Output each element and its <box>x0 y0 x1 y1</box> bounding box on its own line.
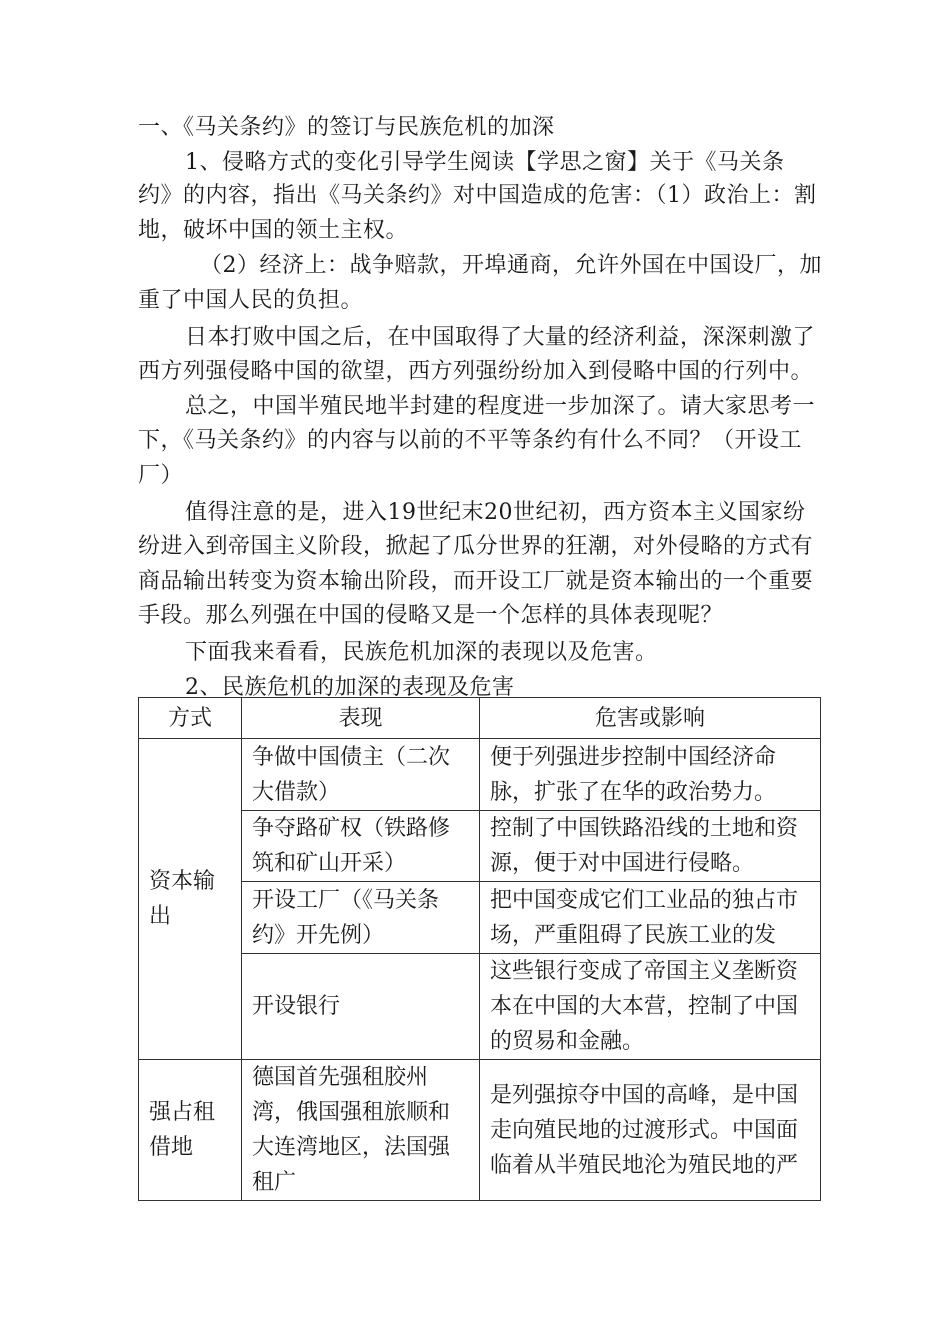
paragraph-line: 日本打败中国之后，在中国取得了大量的经济利益，深深刺激了 <box>185 325 816 350</box>
section-heading: 一、《马关条约》的签订与民族危机的加深 <box>138 115 555 140</box>
paragraph-line: 手段。那么列强在中国的侵略又是一个怎样的具体表现呢？ <box>138 603 724 628</box>
paragraph-line: 约》的内容，指出《马关条约》对中国造成的危害：（1）政治上：割 <box>138 183 817 208</box>
table-row <box>139 882 821 954</box>
table-row <box>139 954 821 1060</box>
paragraph-line: 下面我来看看，民族危机加深的表现以及危害。 <box>185 640 658 665</box>
paragraph-line: 商品输出转变为资本输出阶段，而开设工厂就是资本输出的一个重要 <box>138 569 814 594</box>
way-capital-export: 资本输出 <box>139 739 242 1060</box>
paragraph-line: 地，破坏中国的领土主权。 <box>138 218 409 243</box>
show-cell: 争夺路矿权（铁路修筑和矿山开采） <box>242 811 480 882</box>
table-row <box>139 739 821 811</box>
table-row <box>139 811 821 882</box>
effect-cell: 这些银行变成了帝国主义垄断资本在中国的大本营，控制了中国的贸易和金融。 <box>480 954 821 1060</box>
show-cell: 开设银行 <box>242 954 480 1060</box>
header-show: 表现 <box>242 698 480 739</box>
show-cell: 争做中国债主（二次大借款） <box>242 739 480 811</box>
paragraph-line: 1、侵略方式的变化引导学生阅读【学思之窗】关于《马关条 <box>185 150 785 175</box>
paragraph-line: 重了中国人民的负担。 <box>138 288 364 313</box>
paragraph-line: 纷进入到帝国主义阶段，掀起了瓜分世界的狂潮，对外侵略的方式有 <box>138 534 814 559</box>
effect-cell: 把中国变成它们工业品的独占市场，严重阻碍了民族工业的发 <box>480 882 821 954</box>
show-cell: 德国首先强租胶州湾，俄国强租旅顺和大连湾地区，法国强租广 <box>242 1060 480 1201</box>
paragraph-line: 下，《马关条约》的内容与以前的不平等条约有什么不同？（开设工 <box>138 428 803 453</box>
paragraph-line: 值得注意的是，进入19世纪末20世纪初，西方资本主义国家纷 <box>185 500 806 525</box>
crisis-table <box>138 697 821 1201</box>
effect-cell: 控制了中国铁路沿线的土地和资源，便于对中国进行侵略。 <box>480 811 821 882</box>
table-caption: 2、民族危机的加深的表现及危害 <box>185 675 515 700</box>
show-cell: 开设工厂（《马关条约》开先例） <box>242 882 480 954</box>
paragraph-line: 西方列强侵略中国的欲望，西方列强纷纷加入到侵略中国的行列中。 <box>138 359 814 384</box>
paragraph-line: （2）经济上：战争赔款，开埠通商，允许外国在中国设厂，加 <box>200 253 822 278</box>
way-lease-territory: 强占租借地 <box>139 1060 242 1201</box>
effect-cell: 便于列强进步控制中国经济命脉，扩张了在华的政治势力。 <box>480 739 821 811</box>
effect-cell: 是列强掠夺中国的高峰，是中国走向殖民地的过渡形式。中国面临着从半殖民地沦为殖民地的严 <box>480 1060 821 1201</box>
header-way: 方式 <box>139 698 242 739</box>
paragraph-line: 厂） <box>138 463 184 488</box>
table-row <box>139 1060 821 1201</box>
table-header-row <box>139 698 821 739</box>
header-effect: 危害或影响 <box>480 698 821 739</box>
paragraph-line: 总之，中国半殖民地半封建的程度进一步加深了。请大家思考一 <box>185 394 816 419</box>
